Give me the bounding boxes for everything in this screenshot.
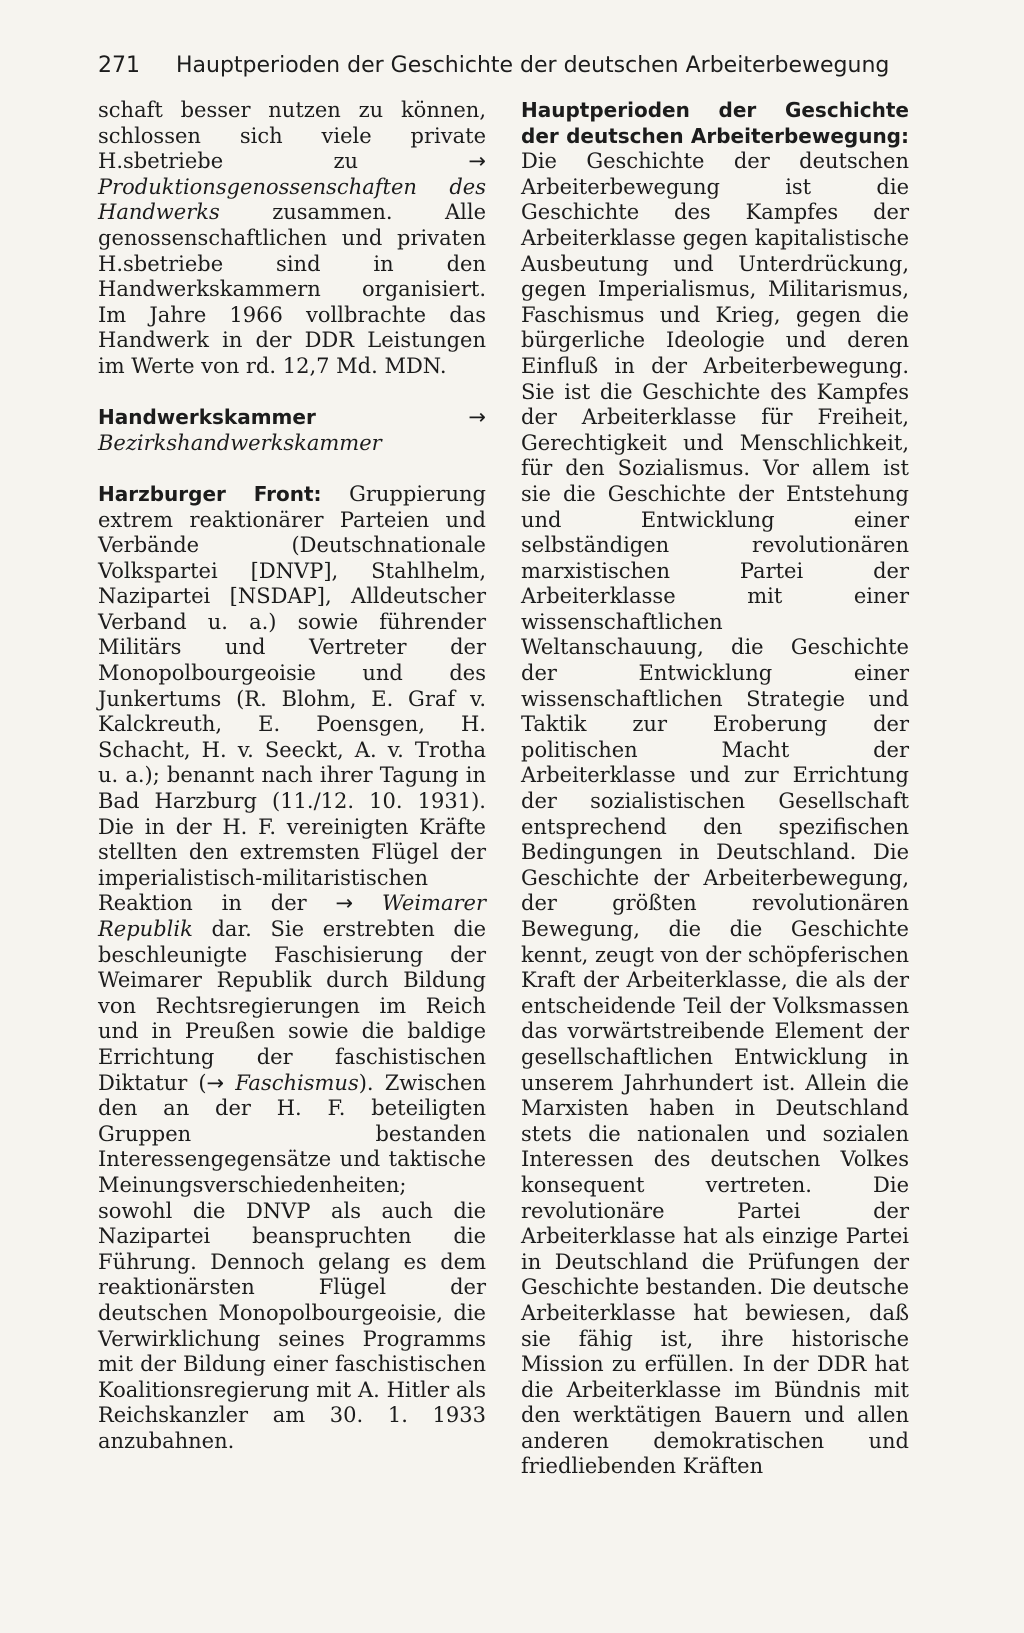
entry-text: dar. Sie erstrebten die beschleunigte Faschisierung der Weimarer Republik durch Bildung von Rechtsregierungen im Reich und in Preußen sowie die baldige Errichtung der faschistischen Diktatur ( xyxy=(98,917,486,1095)
entry-text: ). Zwischen den an der H. F. beteiligten Gruppen bestanden Interessengegensätze und taktische Meinungsverschiedenheiten; sowohl die DNVP als auch die Nazipartei beanspruchten die Führung. Dennoch gelang es dem reaktionärsten Flügel der deutschen Monopolbourgeoisie, die Verwirklichung seines Programms mit der Bildung einer faschistischen Koalitionsregierung mit A. Hitler als Reichskanzler am 30. 1. 1933 anzubahnen. xyxy=(98,1070,486,1453)
entry-keyword: Handwerkskammer xyxy=(98,405,316,430)
entry-keyword: Harzburger Front: xyxy=(98,481,322,506)
page-number: 271 xyxy=(98,53,140,78)
entry-text: zusammen. Alle genossenschaftlichen und privaten H.sbetriebe sind in den Handwerkskammern organisiert. Im Jahre 1966 vollbrachte das Handwerk in der DDR Leistungen im Werte von rd. 12,7 Md. MDN. xyxy=(98,200,486,378)
cross-reference-arrow-icon: → xyxy=(335,891,354,916)
entry-handwerk-continued xyxy=(98,98,486,380)
entry-harzburger-front xyxy=(98,482,486,1455)
entry-handwerkskammer xyxy=(98,405,486,456)
cross-reference: Produktionsgenossenschaften des Handwerks xyxy=(98,174,486,225)
cross-reference: Weimarer Republik xyxy=(98,891,486,941)
entry-text: Gruppierung extrem reaktionärer Parteien und Verbände (Deutschnationale Volkspartei [DNVP], Stahlhelm, Nazipartei [NSDAP], Alldeutscher Verband u. a.) sowie führender Militärs und Vertreter der Monopolbourgeoisie und des Junkertums (R. Blohm, E. Graf v. Kalckreuth, E. Poensgen, H. Schacht, H. v. Seeckt, A. v. Trotha u. a.); benannt nach ihrer Tagung in Bad Harzburg (11./12. 10. 1931). Die in der H. F. vereinigten Kräfte stellten den extremsten Flügel der imperialistisch-militaristischen Reaktion in der xyxy=(98,481,486,916)
entry-text: Die Geschichte der deutschen Arbeiterbewegung ist die Geschichte des Kampfes der Arbeiterklasse gegen kapitalistische Ausbeutung und Unterdrückung, gegen Imperialismus, Militarismus, Faschismus und Krieg, gegen die bürgerliche Ideologie und deren Einfluß in der Arbeiterbewegung. Sie ist die Geschichte des Kampfes der Arbeiterklasse für Freiheit, Gerechtigkeit und Menschlichkeit, für den Sozialismus. Vor allem ist sie die Geschichte der Entstehung und Entwicklung einer selbständigen revolutionären marxistischen Partei der Arbeiterklasse mit einer wissenschaftlichen Weltanschauung, die Geschichte der Entwicklung einer wissenschaftlichen Strategie und Taktik zur Eroberung der politischen Macht der Arbeiterklasse und zur Errichtung der sozialistischen Gesellschaft entsprechend den spezifischen Bedingungen in Deutschland. Die Geschichte der Arbeiterbewegung, der größten revolutionären Bewegung, die die Geschichte kennt, zeugt von der schöpferischen Kraft der Arbeiterklasse, die als der entscheidende Teil der Volksmassen das vorwärtstreibende Element der gesellschaftlichen Entwicklung in unserem Jahrhundert ist. Allein die Marxisten haben in Deutschland stets die nationalen und sozialen Interessen des deutschen Volkes konsequent vertreten. Die revolutionäre Partei der Arbeiterklasse hat als einzige Partei in Deutschland die Prüfungen der Geschichte bestanden. Die deutsche Arbeiterklasse hat bewiesen, daß sie fähig ist, ihre historische Mission zu erfüllen. In der DDR hat die Arbeiterklasse im Bündnis mit den werktätigen Bauern und allen anderen demokratischen und friedliebenden Kräften xyxy=(521,149,909,1479)
cross-reference-arrow-icon: → xyxy=(468,405,486,430)
left-column xyxy=(98,98,486,1454)
running-title: Hauptperioden der Geschichte der deutschen Arbeiterbewegung xyxy=(176,53,890,78)
entry-hauptperioden xyxy=(521,98,909,1480)
right-column xyxy=(521,98,909,1480)
entry-text: schaft besser nutzen zu können, schlossen sich viele private H.sbetriebe zu xyxy=(98,98,486,174)
page-header xyxy=(98,48,918,84)
entry-keyword: Hauptperioden der Geschichte der deutschen Arbeiterbewegung: xyxy=(521,98,909,148)
cross-reference: Bezirkshandwerkskammer xyxy=(98,430,382,455)
cross-reference-arrow-icon: → xyxy=(206,1070,225,1095)
cross-reference-arrow-icon: → xyxy=(468,149,486,174)
cross-reference: Faschismus xyxy=(235,1070,359,1095)
